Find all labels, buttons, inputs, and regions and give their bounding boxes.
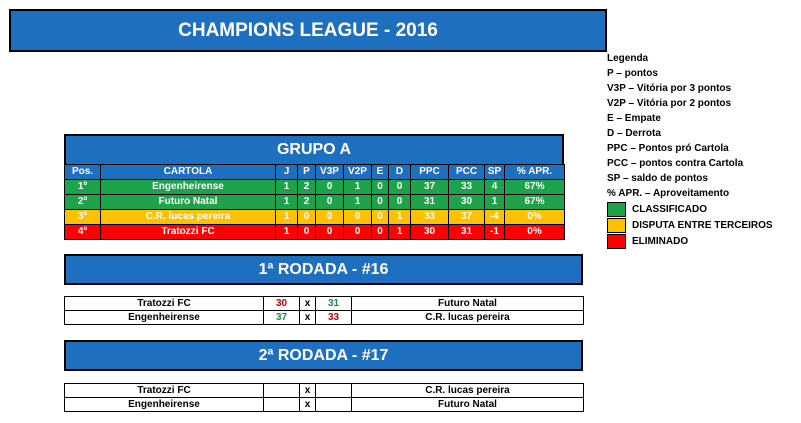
row-p: 0 xyxy=(298,225,316,240)
row-ppc: 37 xyxy=(411,180,449,195)
legend-line: SP – saldo de pontos xyxy=(607,173,708,184)
match-home-score xyxy=(264,398,300,412)
legend-key-label: ELIMINADO xyxy=(632,236,689,247)
match-row xyxy=(65,398,584,412)
row-j: 1 xyxy=(276,210,298,225)
match-away-score: 31 xyxy=(316,297,352,311)
header-sp: SP xyxy=(485,165,505,180)
row-p: 0 xyxy=(298,210,316,225)
row-j: 1 xyxy=(276,195,298,210)
legend-swatch-yellow xyxy=(607,218,626,233)
row-sp: -1 xyxy=(485,225,505,240)
row-p: 2 xyxy=(298,195,316,210)
match-away: C.R. lucas pereira xyxy=(352,311,584,325)
row-apr: 67% xyxy=(505,195,565,210)
standings-table xyxy=(64,164,565,240)
page-title: CHAMPIONS LEAGUE - 2016 xyxy=(9,9,607,52)
row-pos: 3º xyxy=(65,210,101,225)
round-1-matches xyxy=(64,296,584,325)
row-pos: 2º xyxy=(65,195,101,210)
match-row xyxy=(65,384,584,398)
row-d: 0 xyxy=(389,195,411,210)
match-row xyxy=(65,311,584,325)
row-v2p: 1 xyxy=(344,180,372,195)
row-j: 1 xyxy=(276,225,298,240)
header-v3p: V3P xyxy=(316,165,344,180)
row-ppc: 30 xyxy=(411,225,449,240)
match-home-score: 37 xyxy=(264,311,300,325)
row-v2p: 0 xyxy=(344,225,372,240)
legend-line: V3P – Vitória por 3 pontos xyxy=(607,83,732,94)
header-ppc: PPC xyxy=(411,165,449,180)
row-apr: 67% xyxy=(505,180,565,195)
row-v2p: 1 xyxy=(344,195,372,210)
header-p: P xyxy=(298,165,316,180)
header-cartola: CARTOLA xyxy=(101,165,276,180)
match-separator: x xyxy=(300,297,316,311)
row-ppc: 31 xyxy=(411,195,449,210)
match-away-score xyxy=(316,398,352,412)
row-team: Engenheirense xyxy=(101,180,276,195)
row-ppc: 33 xyxy=(411,210,449,225)
row-e: 0 xyxy=(372,225,389,240)
row-e: 0 xyxy=(372,195,389,210)
row-v3p: 0 xyxy=(316,195,344,210)
legend-key-third xyxy=(607,218,799,233)
row-d: 1 xyxy=(389,225,411,240)
match-away-score xyxy=(316,384,352,398)
match-separator: x xyxy=(300,398,316,412)
table-row xyxy=(65,180,565,195)
legend-line: P – pontos xyxy=(607,68,658,79)
match-row xyxy=(65,297,584,311)
legend-swatch-red xyxy=(607,234,626,249)
match-away-score: 33 xyxy=(316,311,352,325)
legend-key-eliminated xyxy=(607,234,799,249)
header-e: E xyxy=(372,165,389,180)
legend-line: E – Empate xyxy=(607,113,661,124)
match-away: Futuro Natal xyxy=(352,297,584,311)
row-j: 1 xyxy=(276,180,298,195)
row-pcc: 31 xyxy=(449,225,485,240)
header-d: D xyxy=(389,165,411,180)
match-home: Engenheirense xyxy=(65,311,264,325)
header-pos: Pos. xyxy=(65,165,101,180)
round-2-matches xyxy=(64,383,584,412)
legend-line: % APR. – Aproveitamento xyxy=(607,188,730,199)
legend-key-label: CLASSIFICADO xyxy=(632,204,707,215)
row-p: 2 xyxy=(298,180,316,195)
row-e: 0 xyxy=(372,180,389,195)
match-home: Engenheirense xyxy=(65,398,264,412)
table-row xyxy=(65,225,565,240)
header-pcc: PCC xyxy=(449,165,485,180)
match-home-score: 30 xyxy=(264,297,300,311)
legend-key-label: DISPUTA ENTRE TERCEIROS xyxy=(632,220,773,231)
row-sp: 1 xyxy=(485,195,505,210)
match-separator: x xyxy=(300,384,316,398)
legend-line: V2P – Vitória por 2 pontos xyxy=(607,98,732,109)
row-v3p: 0 xyxy=(316,210,344,225)
match-home: Tratozzi FC xyxy=(65,384,264,398)
row-apr: 0% xyxy=(505,225,565,240)
legend-key-classified xyxy=(607,202,799,217)
legend-line: D – Derrota xyxy=(607,128,661,139)
standings-header-row xyxy=(65,165,565,180)
row-team: C.R. lucas pereira xyxy=(101,210,276,225)
row-v3p: 0 xyxy=(316,180,344,195)
row-pcc: 33 xyxy=(449,180,485,195)
row-pos: 4º xyxy=(65,225,101,240)
row-apr: 0% xyxy=(505,210,565,225)
header-v2p: V2P xyxy=(344,165,372,180)
table-row xyxy=(65,210,565,225)
row-v3p: 0 xyxy=(316,225,344,240)
row-pcc: 37 xyxy=(449,210,485,225)
legend-swatch-green xyxy=(607,202,626,217)
row-d: 0 xyxy=(389,180,411,195)
match-home: Tratozzi FC xyxy=(65,297,264,311)
row-sp: 4 xyxy=(485,180,505,195)
row-v2p: 0 xyxy=(344,210,372,225)
round-1-title: 1ª RODADA - #16 xyxy=(64,254,583,285)
row-team: Tratozzi FC xyxy=(101,225,276,240)
match-separator: x xyxy=(300,311,316,325)
group-title: GRUPO A xyxy=(64,134,564,164)
header-j: J xyxy=(276,165,298,180)
legend-heading: Legenda xyxy=(607,53,649,64)
row-e: 0 xyxy=(372,210,389,225)
match-away: C.R. lucas pereira xyxy=(352,384,584,398)
row-d: 1 xyxy=(389,210,411,225)
match-home-score xyxy=(264,384,300,398)
legend-line: PPC – Pontos pró Cartola xyxy=(607,143,729,154)
row-sp: -4 xyxy=(485,210,505,225)
row-team: Futuro Natal xyxy=(101,195,276,210)
match-away: Futuro Natal xyxy=(352,398,584,412)
row-pos: 1º xyxy=(65,180,101,195)
legend xyxy=(607,51,799,249)
legend-line: PCC – pontos contra Cartola xyxy=(607,158,744,169)
round-2-title: 2ª RODADA - #17 xyxy=(64,340,583,371)
row-pcc: 30 xyxy=(449,195,485,210)
table-row xyxy=(65,195,565,210)
header-apr: % APR. xyxy=(505,165,565,180)
